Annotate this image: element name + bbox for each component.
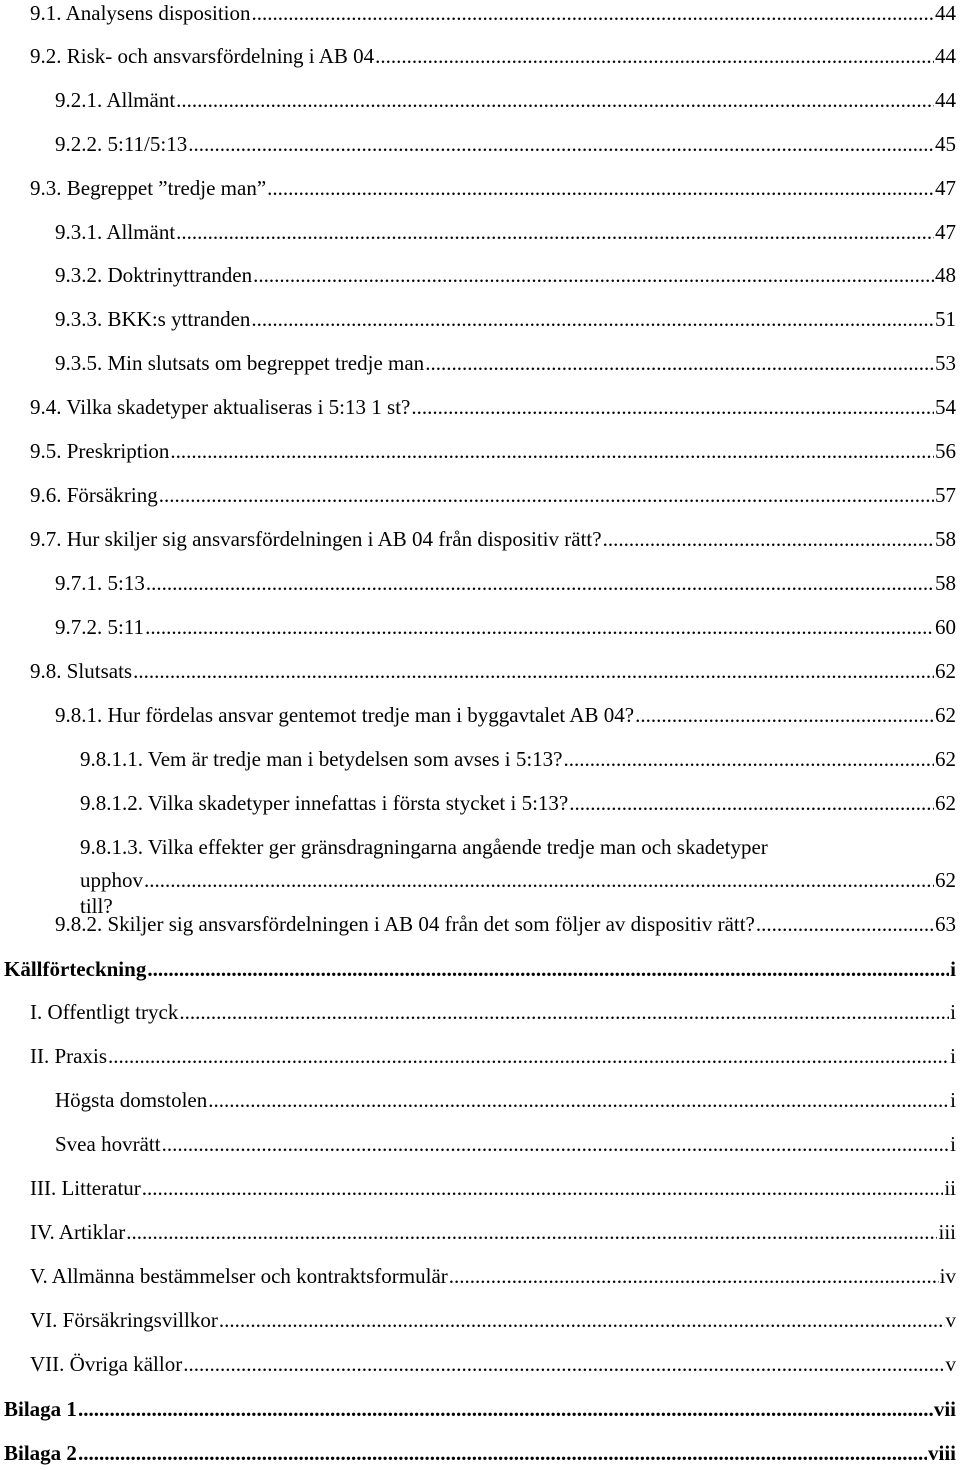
toc-dot-leader: [564, 746, 934, 772]
toc-dot-leader: [176, 87, 934, 113]
toc-entry-page: viii: [927, 1441, 956, 1465]
toc-entry-page: iii: [938, 1220, 956, 1244]
toc-entry[interactable]: [0, 1219, 956, 1245]
toc-entry-title: 9.4. Vilka skadetyper aktualiseras i 5:13 1 st?: [30, 395, 411, 419]
toc-entry[interactable]: [0, 746, 956, 772]
toc-entry[interactable]: [0, 1263, 956, 1289]
toc-entry-page: 62: [935, 703, 956, 727]
toc-entry[interactable]: [0, 1351, 956, 1377]
toc-entry-page: iv: [939, 1264, 956, 1288]
toc-dot-leader: [569, 790, 934, 816]
toc-dot-leader: [252, 0, 934, 26]
toc-entry-title: Högsta domstolen: [55, 1088, 208, 1112]
toc-entry[interactable]: [0, 306, 956, 332]
toc-dot-leader: [78, 1396, 933, 1422]
toc-dot-leader: [183, 1351, 944, 1377]
toc-entry-title: Källförteckning: [4, 957, 147, 981]
toc-dot-leader: [78, 1440, 927, 1466]
toc-dot-leader: [188, 131, 934, 157]
toc-entry-title: Bilaga 1: [4, 1397, 77, 1421]
toc-entry-title: Bilaga 2: [4, 1441, 77, 1465]
toc-entry-title: 9.8.1. Hur fördelas ansvar gentemot tredje man i byggavtalet AB 04?: [55, 703, 635, 727]
toc-entry-page: 53: [935, 351, 956, 375]
toc-entry[interactable]: [0, 956, 956, 982]
toc-entry[interactable]: [0, 570, 956, 596]
toc-entry-title: 9.8.2. Skiljer sig ansvarsfördelningen i AB 04 från det som följer av dispositiv rätt?: [55, 912, 755, 936]
toc-entry-title: Svea hovrätt: [55, 1132, 161, 1156]
toc-entry-page: 44: [935, 1, 956, 25]
toc-entry-title: 9.8.1.2. Vilka skadetyper innefattas i första stycket i 5:13?: [80, 791, 569, 815]
toc-entry-title[interactable]: 9.8.1.3. Vilka effekter ger gränsdragningarna angående tredje man och skadetyper: [80, 835, 768, 859]
toc-entry-title: III. Litteratur: [30, 1176, 141, 1200]
toc-entry-title: VI. Försäkringsvillkor: [30, 1308, 218, 1332]
toc-dot-leader: [267, 175, 934, 201]
toc-entry[interactable]: [0, 1396, 956, 1422]
toc-dot-leader: [145, 614, 934, 640]
toc-dot-leader: [179, 999, 949, 1025]
toc-entry[interactable]: [0, 350, 956, 376]
toc-entry-page: 45: [935, 132, 956, 156]
toc-dot-leader: [159, 482, 934, 508]
toc-entry-page: 47: [935, 220, 956, 244]
toc-entry[interactable]: [0, 1087, 956, 1113]
toc-entry[interactable]: [0, 262, 956, 288]
toc-entry-title: 9.3. Begreppet ”tredje man”: [30, 176, 267, 200]
toc-dot-leader: [635, 702, 934, 728]
toc-entry-page: i: [950, 1088, 956, 1112]
toc-entry-title: 9.1. Analysens disposition: [30, 1, 251, 25]
toc-entry-title: 9.3.2. Doktrinyttranden: [55, 263, 253, 287]
toc-entry[interactable]: [0, 1307, 956, 1333]
toc-entry-page: 63: [935, 912, 956, 936]
toc-entry[interactable]: [0, 1131, 956, 1157]
toc-entry-page: i: [950, 1000, 956, 1024]
toc-entry-page: 62: [935, 791, 956, 815]
toc-entry-title-line2: upphov till?: [80, 868, 143, 918]
toc-entry-page: 44: [935, 88, 956, 112]
toc-dot-leader: [253, 262, 934, 288]
toc-entry-page: 44: [935, 44, 956, 68]
toc-entry[interactable]: [0, 999, 956, 1025]
toc-entry[interactable]: [0, 87, 956, 113]
toc-entry-page: ii: [944, 1176, 956, 1200]
toc-entry[interactable]: [0, 219, 956, 245]
toc-dot-leader: [375, 43, 934, 69]
toc-entry-title: 9.5. Preskription: [30, 439, 170, 463]
toc-dot-leader: [142, 1175, 944, 1201]
toc-entry-title: II. Praxis: [30, 1044, 107, 1068]
toc-entry-title: V. Allmänna bestämmelser och kontraktsformulär: [30, 1264, 448, 1288]
toc-dot-leader: [219, 1307, 945, 1333]
toc-entry-page: 51: [935, 307, 956, 331]
toc-entry-page: 62: [935, 868, 956, 892]
toc-entry-title: 9.8. Slutsats: [30, 659, 133, 683]
toc-entry-page: vii: [933, 1397, 956, 1421]
toc-dot-leader: [208, 1087, 949, 1113]
toc-entry-title: 9.2.1. Allmänt: [55, 88, 176, 112]
toc-entry-page: v: [945, 1308, 956, 1332]
toc-entry[interactable]: [0, 394, 956, 420]
toc-entry[interactable]: [0, 175, 956, 201]
toc-dot-leader: [756, 911, 934, 937]
toc-entry-page: 58: [935, 571, 956, 595]
toc-dot-leader: [162, 1131, 950, 1157]
toc-entry[interactable]: [0, 911, 956, 937]
toc-entry[interactable]: [0, 1175, 956, 1201]
toc-entry-page: 54: [935, 395, 956, 419]
toc-entry-page: 48: [935, 263, 956, 287]
toc-entry-title: 9.3.5. Min slutsats om begreppet tredje man: [55, 351, 425, 375]
toc-entry-title: 9.3.1. Allmänt: [55, 220, 176, 244]
toc-entry-page: 62: [935, 659, 956, 683]
toc-entry[interactable]: [0, 614, 956, 640]
toc-entry[interactable]: [0, 438, 956, 464]
toc-entry-title: 9.2.2. 5:11/5:13: [55, 132, 188, 156]
toc-entry[interactable]: [0, 1043, 956, 1069]
toc-entry-title: VII. Övriga källor: [30, 1352, 183, 1376]
toc-entry-page: 62: [935, 747, 956, 771]
toc-entry-title: 9.6. Försäkring: [30, 483, 158, 507]
toc-dot-leader: [133, 658, 934, 684]
toc-entry-title: 9.2. Risk- och ansvarsfördelning i AB 04: [30, 44, 375, 68]
toc-entry-page: i: [950, 1132, 956, 1156]
toc-entry-page: i: [950, 1044, 956, 1068]
toc-entry[interactable]: [0, 0, 956, 26]
toc-dot-leader: [449, 1263, 939, 1289]
toc-dot-leader: [425, 350, 934, 376]
toc-entry-title: 9.8.1.1. Vem är tredje man i betydelsen som avses i 5:13?: [80, 747, 563, 771]
toc-entry-title: I. Offentligt tryck: [30, 1000, 179, 1024]
toc-dot-leader: [170, 438, 934, 464]
toc-entry-title: IV. Artiklar: [30, 1220, 126, 1244]
toc-dot-leader: [251, 306, 934, 332]
toc-entry-title: 9.7.2. 5:11: [55, 615, 145, 639]
toc-dot-leader: [603, 526, 934, 552]
toc-entry-title: 9.7. Hur skiljer sig ansvarsfördelningen i AB 04 från dispositiv rätt?: [30, 527, 602, 551]
toc-entry-page: 47: [935, 176, 956, 200]
toc-dot-leader: [146, 570, 934, 596]
toc-entry[interactable]: [0, 43, 956, 69]
toc-entry[interactable]: [0, 1440, 956, 1466]
toc-entry-page: 60: [935, 615, 956, 639]
toc-entry-title: 9.3.3. BKK:s yttranden: [55, 307, 251, 331]
toc-dot-leader: [144, 867, 934, 893]
toc-entry-title: 9.7.1. 5:13: [55, 571, 145, 595]
toc-dot-leader: [126, 1219, 937, 1245]
toc-dot-leader: [411, 394, 934, 420]
toc-entry[interactable]: [0, 702, 956, 728]
toc-entry-page: 58: [935, 527, 956, 551]
toc-entry[interactable]: [0, 131, 956, 157]
toc-entry-page: 56: [935, 439, 956, 463]
toc-entry[interactable]: [0, 482, 956, 508]
toc-dot-leader: [108, 1043, 949, 1069]
toc-entry[interactable]: [0, 526, 956, 552]
toc-dot-leader: [176, 219, 934, 245]
toc-entry-page: 57: [935, 483, 956, 507]
toc-entry-page: i: [950, 957, 956, 981]
toc-entry[interactable]: [0, 658, 956, 684]
toc-entry-page: v: [945, 1352, 956, 1376]
toc-entry[interactable]: [0, 790, 956, 816]
toc-dot-leader: [147, 956, 949, 982]
